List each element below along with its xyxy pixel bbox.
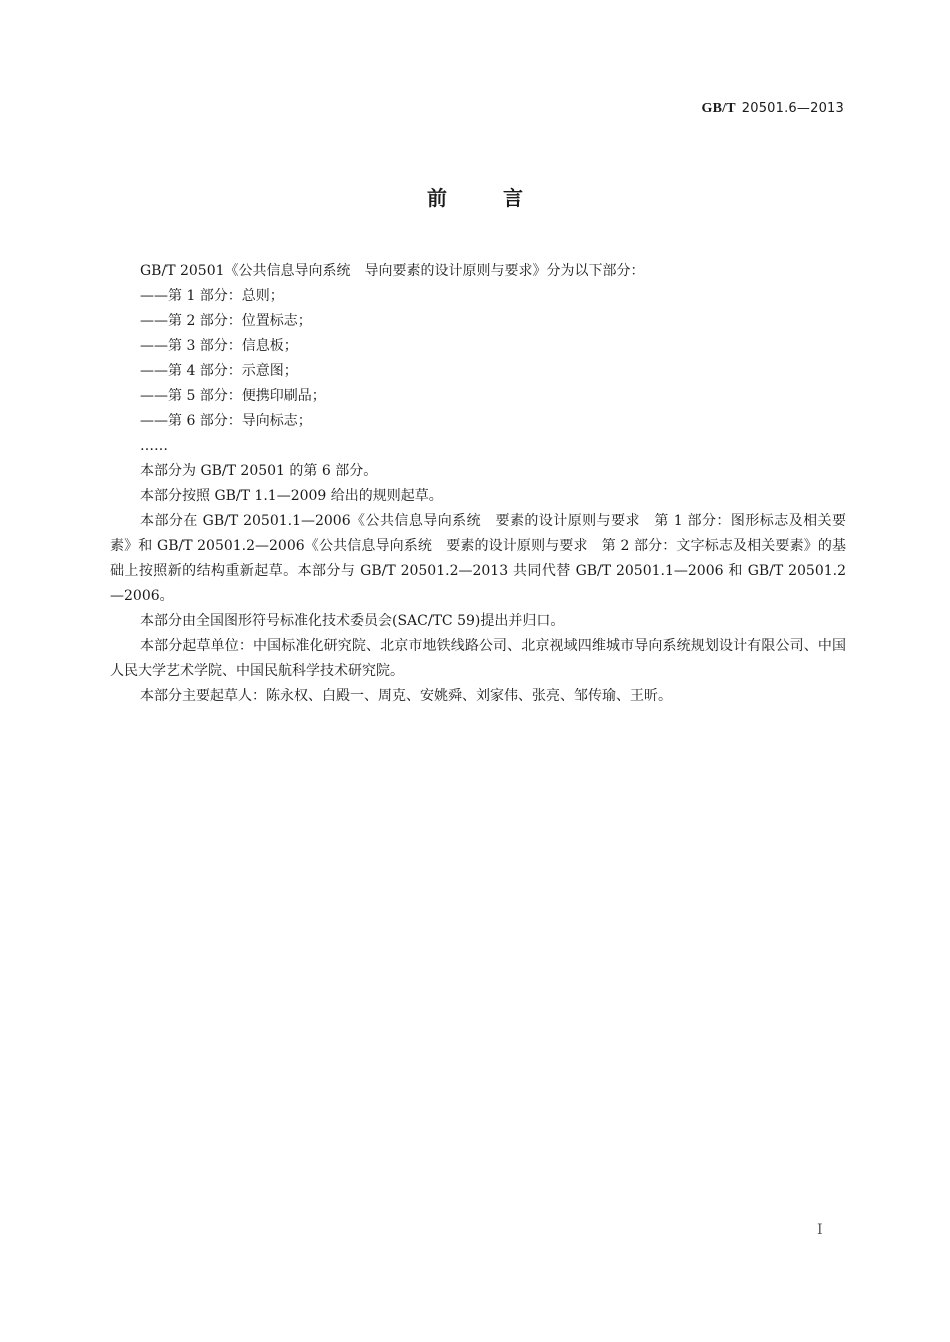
paragraph: 本部分由全国图形符号标准化技术委员会(SAC/TC 59)提出并归口。 <box>140 613 565 629</box>
part-list-item: ——第 3 部分：信息板； <box>140 338 298 354</box>
title-char-2: 言 <box>503 186 523 210</box>
ellipsis: …… <box>140 438 168 454</box>
paragraph: 本部分主要起草人：陈永权、白殿一、周克、安姚舜、刘家伟、张亮、邹传瑜、王昕。 <box>140 688 672 704</box>
part-list-item: ——第 4 部分：示意图； <box>140 363 298 379</box>
part-list-item: ——第 5 部分：便携印刷品； <box>140 388 326 404</box>
paragraph: 本部分为 GB/T 20501 的第 6 部分。 <box>140 463 378 479</box>
part-list-item: ——第 6 部分：导向标志； <box>140 413 312 429</box>
page-title <box>0 182 950 211</box>
page-number: I <box>817 1222 823 1238</box>
standard-prefix: GB/T <box>701 101 736 116</box>
foreword-body <box>110 259 846 709</box>
standard-code-header <box>701 100 844 117</box>
intro-paragraph: GB/T 20501《公共信息导向系统 导向要素的设计原则与要求》分为以下部分： <box>140 263 645 279</box>
part-list-item: ——第 2 部分：位置标志； <box>140 313 312 329</box>
standard-number: 20501.6—2013 <box>741 101 844 116</box>
paragraph: 本部分起草单位：中国标准化研究院、北京市地铁线路公司、北京视域四维城市导向系统规划设计有限公司、中国人民大学艺术学院、中国民航科学技术研究院。 <box>110 638 846 679</box>
paragraph: 本部分在 GB/T 20501.1—2006《公共信息导向系统 要素的设计原则与要求 第 1 部分：图形标志及相关要素》和 GB/T 20501.2—2006《公共信息导向系统 要素的设计原则与要求 第 2 部分：文字标志及相关要素》的基础上按照新的结构重新起草。本部分与 GB/T 20501.2—2013 共同代替 GB/T 20501.1—2006 和 GB/T 20501.2—2006。 <box>110 513 846 604</box>
part-list-item: ——第 1 部分：总则； <box>140 288 284 304</box>
title-char-1: 前 <box>427 186 447 210</box>
paragraph: 本部分按照 GB/T 1.1—2009 给出的规则起草。 <box>140 488 443 504</box>
